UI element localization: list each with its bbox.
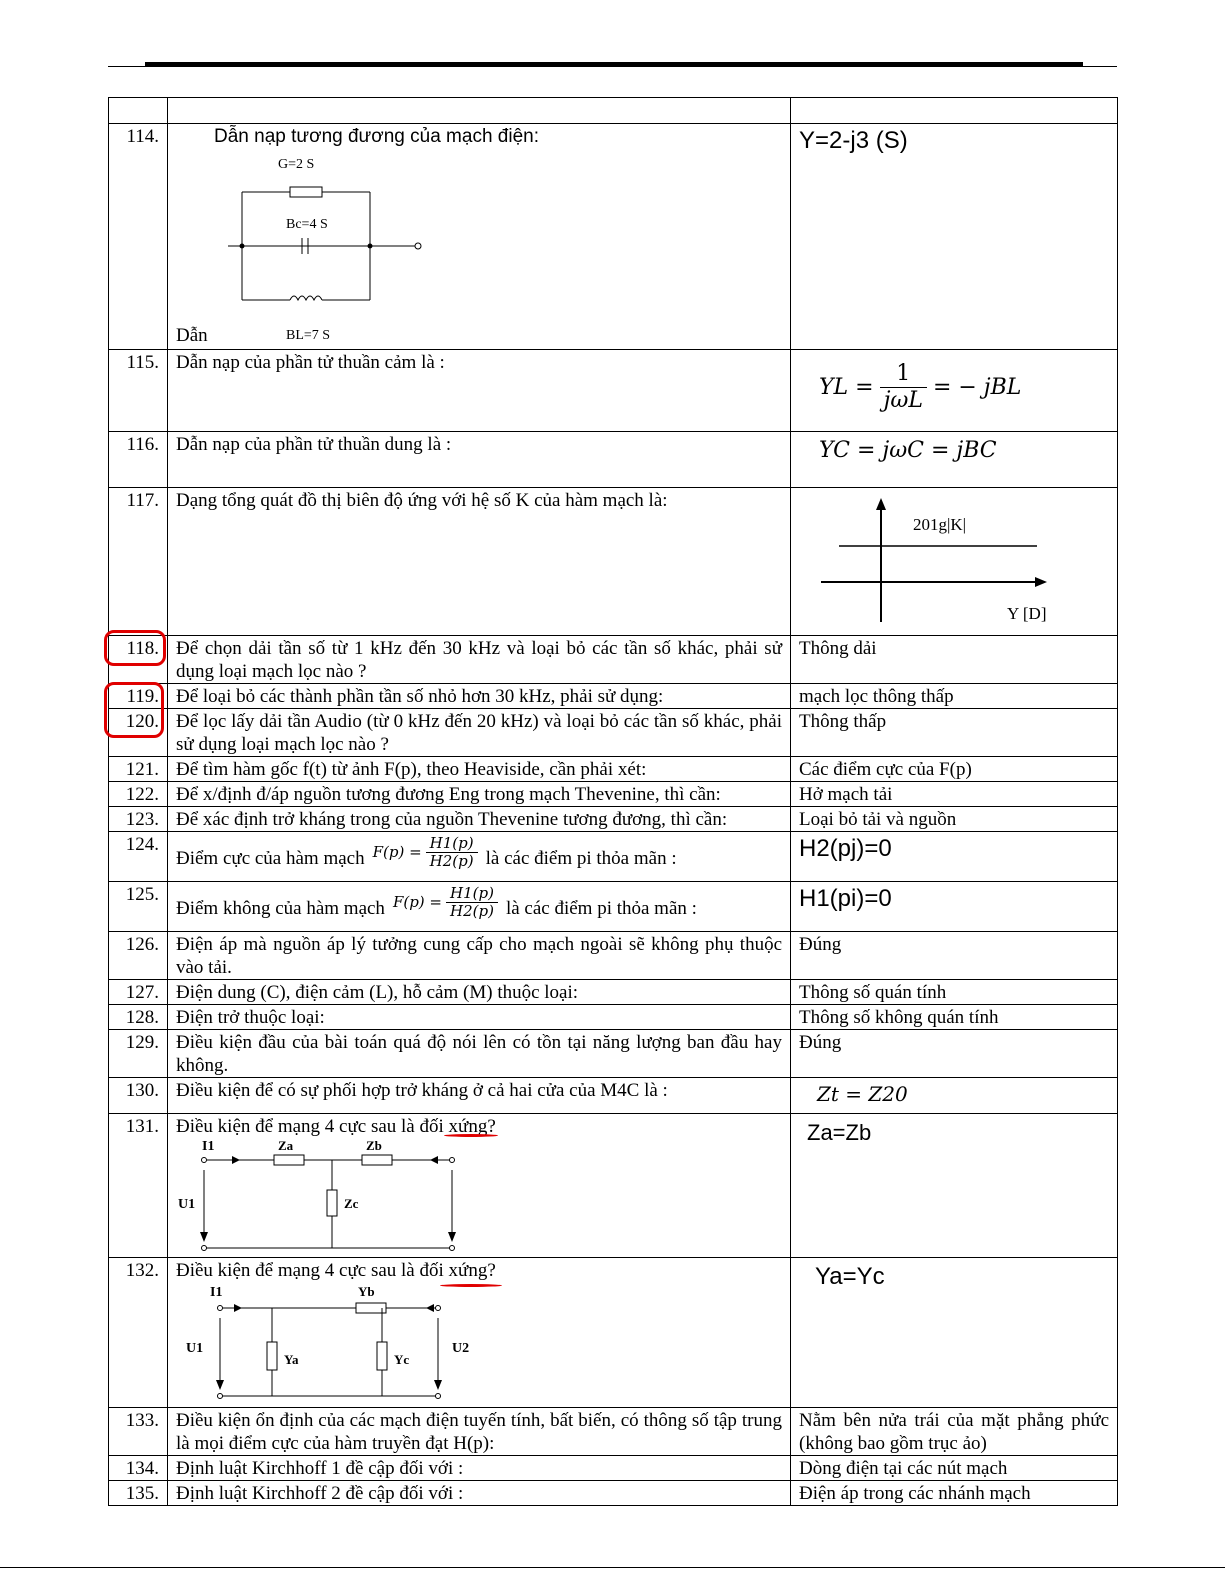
t-network-diagram xyxy=(178,1138,494,1256)
footer-rule xyxy=(0,1567,1225,1568)
diagram-label-yb: Yb xyxy=(358,1284,375,1299)
answer-cell xyxy=(791,124,1118,350)
question-cell: Điện dung (C), điện cảm (L), hỗ cảm (M) thuộc loại: xyxy=(168,980,791,1005)
row-number: 116. xyxy=(109,432,168,488)
row-number: 123. xyxy=(109,807,168,832)
question-cell: Điều kiện để có sự phối hợp trở kháng ở cả hai cửa của M4C là : xyxy=(168,1078,791,1114)
table-row xyxy=(109,980,1118,1005)
question-answer-table xyxy=(108,97,1118,1506)
answer-cell xyxy=(791,1258,1118,1408)
question-cell: Định luật Kirchhoff 1 đề cập đối với : xyxy=(168,1456,791,1481)
answer-cell: Thông dải xyxy=(791,636,1118,684)
answer-text: Za=Zb xyxy=(807,1120,872,1145)
diagram-label-bl: BL=7 S xyxy=(286,328,331,343)
question-cell xyxy=(168,832,791,882)
table-row xyxy=(109,882,1118,932)
graph-xlabel: Y [D] xyxy=(1007,604,1047,623)
question-cell: Để tìm hàm gốc f(t) từ ảnh F(p), theo Heaviside, cần phải xét: xyxy=(168,757,791,782)
diagram-label-bc: Bc=4 S xyxy=(286,217,328,232)
row-number: 124. xyxy=(109,832,168,882)
row-number: 132. xyxy=(109,1258,168,1408)
row-number: 134. xyxy=(109,1456,168,1481)
row-number: 127. xyxy=(109,980,168,1005)
row-number: 135. xyxy=(109,1481,168,1506)
red-underline-annotation-131 xyxy=(444,1134,498,1137)
diagram-label-u2: U2 xyxy=(452,1341,470,1356)
answer-cell: Dòng điện tại các nút mạch xyxy=(791,1456,1118,1481)
answer-cell xyxy=(791,882,1118,932)
red-underline-annotation-132 xyxy=(440,1284,502,1287)
red-circle-annotation-119-120 xyxy=(104,682,164,738)
answer-cell: Thông số quán tính xyxy=(791,980,1118,1005)
question-text: Điều kiện để mạng 4 cực sau là đối xứng? xyxy=(176,1260,496,1281)
table-row xyxy=(109,832,1118,882)
question-cell: Để lọc lấy dải tần Audio (từ 0 kHz đến 20 kHz) và loại bỏ các tần số khác, phải sử dụng loại mạch lọc nào ? xyxy=(168,709,791,757)
question-cell xyxy=(168,882,791,932)
diagram-label-i1: I1 xyxy=(210,1285,223,1300)
question-cell: Để loại bỏ các thành phần tần số nhỏ hơn 30 kHz, phải sử dụng: xyxy=(168,684,791,709)
answer-fraction-den: jωL xyxy=(883,388,923,413)
answer-cell: Đúng xyxy=(791,1030,1118,1078)
row-number: 131. xyxy=(109,1114,168,1258)
question-cell: Để chọn dải tần số từ 1 kHz đến 30 kHz và loại bỏ các tần số khác, phải sử dụng loại mạch lọc nào ? xyxy=(168,636,791,684)
row-number: 128. xyxy=(109,1005,168,1030)
table-row xyxy=(109,1481,1118,1506)
answer-cell xyxy=(791,832,1118,882)
diagram-label-u1: U1 xyxy=(178,1197,196,1212)
question-tail: Dẫn xyxy=(176,325,208,346)
answer-cell: Các điểm cực của F(p) xyxy=(791,757,1118,782)
table-row xyxy=(109,432,1118,488)
row-number: 121. xyxy=(109,757,168,782)
diagram-label-g: G=2 S xyxy=(278,157,315,172)
question-cell: Định luật Kirchhoff 2 đề cập đối với : xyxy=(168,1481,791,1506)
table-row xyxy=(109,350,1118,432)
table-row xyxy=(109,1114,1118,1258)
question-text-pre: Điểm không của hàm mạch xyxy=(176,898,385,919)
answer-text: H2(pj)=0 xyxy=(799,835,892,862)
answer-cell xyxy=(791,98,1118,124)
question-text: Dẫn nạp tương đương của mạch điện: xyxy=(214,126,539,147)
question-cell: Điều kiện ổn định của các mạch điện tuyến tính, bất biến, có thông số tập trung là mọi điểm cực của hàm truyền đạt H(p): xyxy=(168,1408,791,1456)
answer-text: H1(pi)=0 xyxy=(799,885,892,912)
formula-den: H2(p) xyxy=(450,902,494,920)
row-number: 122. xyxy=(109,782,168,807)
diagram-label-i1: I1 xyxy=(202,1139,215,1154)
row-number: 120. xyxy=(109,709,168,757)
table-row xyxy=(109,636,1118,684)
amplitude-graph xyxy=(811,494,1111,634)
answer-cell: mạch lọc thông thấp xyxy=(791,684,1118,709)
answer-cell: Điện áp trong các nhánh mạch xyxy=(791,1481,1118,1506)
formula-lhs: F(p) = xyxy=(372,843,422,861)
row-number: 125. xyxy=(109,882,168,932)
answer-cell: Thông số không quán tính xyxy=(791,1005,1118,1030)
row-number: 129. xyxy=(109,1030,168,1078)
table-row xyxy=(109,684,1118,709)
table-row xyxy=(109,932,1118,980)
answer-text: Ya=Yc xyxy=(815,1263,885,1290)
question-cell xyxy=(168,124,791,350)
row-number: 118. xyxy=(109,636,168,684)
answer-cell: Nằm bên nửa trái của mặt phẳng phức (không bao gồm trục ảo) xyxy=(791,1408,1118,1456)
table-row xyxy=(109,757,1118,782)
diagram-label-za: Za xyxy=(278,1138,294,1153)
row-number: 115. xyxy=(109,350,168,432)
answer-cell xyxy=(791,1114,1118,1258)
row-number: 133. xyxy=(109,1408,168,1456)
question-cell xyxy=(168,98,791,124)
question-text: Điều kiện để mạng 4 cực sau là đối xứng? xyxy=(176,1116,496,1137)
parallel-circuit-diagram xyxy=(208,154,508,344)
answer-lhs: YL = xyxy=(819,375,874,400)
graph-ylabel: 201g|K| xyxy=(913,515,967,534)
formula-den: H2(p) xyxy=(429,852,474,870)
table-row xyxy=(109,782,1118,807)
question-cell: Để x/định đ/áp nguồn tương đương Eng trong mạch Thevenine, thì cần: xyxy=(168,782,791,807)
table-row xyxy=(109,1030,1118,1078)
header-rule-thin xyxy=(108,66,1117,67)
question-cell xyxy=(168,1258,791,1408)
answer-fraction-num: 1 xyxy=(880,361,927,388)
diagram-label-zb: Zb xyxy=(366,1138,382,1153)
formula-lhs: F(p) = xyxy=(392,893,442,911)
answer-text: Y=2-j3 (S) xyxy=(799,127,908,154)
formula-num: H1(p) xyxy=(426,835,478,853)
answer-text: Zt = Z20 xyxy=(817,1082,908,1106)
diagram-label-yc: Yc xyxy=(394,1352,410,1367)
row-number: 126. xyxy=(109,932,168,980)
table-row xyxy=(109,1408,1118,1456)
question-cell: Để xác định trở kháng trong của nguồn Thevenine tương đương, thì cần: xyxy=(168,807,791,832)
answer-cell xyxy=(791,1078,1118,1114)
answer-cell: Đúng xyxy=(791,932,1118,980)
question-cell: Dạng tổng quát đồ thị biên độ ứng với hệ số K của hàm mạch là: xyxy=(168,488,791,636)
row-number: 117. xyxy=(109,488,168,636)
question-text-post: là các điểm pi thỏa mãn : xyxy=(505,898,697,919)
question-text-post: là các điểm pi thỏa mãn : xyxy=(485,848,677,869)
table-row xyxy=(109,709,1118,757)
answer-cell xyxy=(791,350,1118,432)
row-number: 119. xyxy=(109,684,168,709)
question-text-pre: Điểm cực của hàm mạch xyxy=(176,848,365,869)
table-row xyxy=(109,1005,1118,1030)
diagram-label-zc: Zc xyxy=(344,1196,359,1211)
row-number xyxy=(109,98,168,124)
question-cell: Dẫn nạp của phần tử thuần dung là : xyxy=(168,432,791,488)
table-row xyxy=(109,124,1118,350)
table-row xyxy=(109,98,1118,124)
table-row xyxy=(109,1078,1118,1114)
table-row xyxy=(109,1456,1118,1481)
answer-cell: Loại bỏ tải và nguồn xyxy=(791,807,1118,832)
row-number: 114. xyxy=(109,124,168,350)
table-row xyxy=(109,1258,1118,1408)
answer-cell xyxy=(791,432,1118,488)
answer-rhs: = − jBL xyxy=(932,375,1022,400)
question-cell: Dẫn nạp của phần tử thuần cảm là : xyxy=(168,350,791,432)
table-row xyxy=(109,488,1118,636)
question-cell: Điện áp mà nguồn áp lý tưởng cung cấp cho mạch ngoài sẽ không phụ thuộc vào tải. xyxy=(168,932,791,980)
diagram-label-ya: Ya xyxy=(284,1352,299,1367)
table-row xyxy=(109,807,1118,832)
question-cell: Điều kiện đầu của bài toán quá độ nói lên có tồn tại năng lượng ban đầu hay không. xyxy=(168,1030,791,1078)
diagram-label-u1: U1 xyxy=(186,1341,204,1356)
answer-cell xyxy=(791,488,1118,636)
row-number: 130. xyxy=(109,1078,168,1114)
question-cell: Điện trở thuộc loại: xyxy=(168,1005,791,1030)
formula-num: H1(p) xyxy=(446,885,498,903)
answer-text: YC = jωC = jBC xyxy=(819,438,997,463)
answer-cell: Hở mạch tải xyxy=(791,782,1118,807)
red-circle-annotation-118 xyxy=(104,630,166,666)
pi-network-diagram xyxy=(186,1282,522,1404)
answer-cell: Thông thấp xyxy=(791,709,1118,757)
